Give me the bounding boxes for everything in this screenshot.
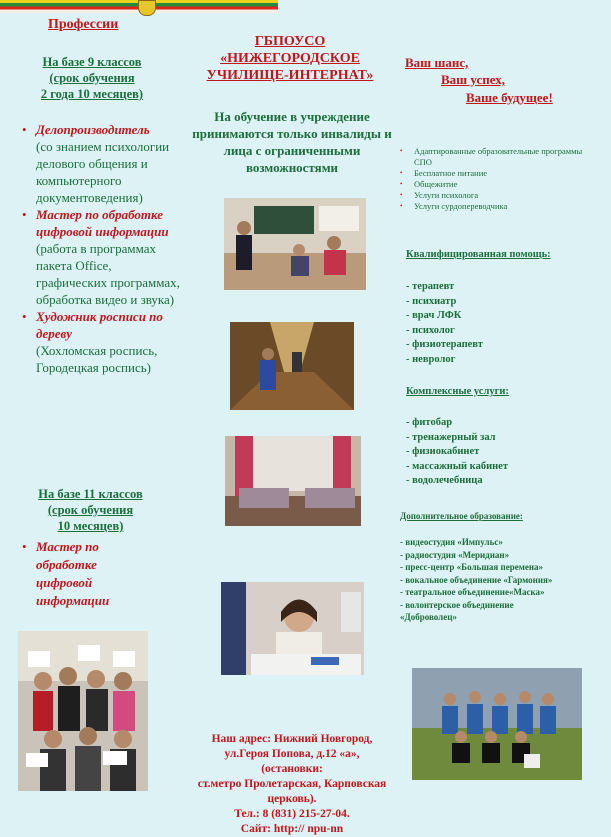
profession-item (22, 121, 182, 206)
professions-list-11 (22, 538, 142, 610)
professions-list-9 (22, 121, 182, 376)
phone-number: Тел.: 8 (831) 215-27-04. (234, 808, 350, 820)
qualified-item: - физиотерапевт (406, 339, 483, 350)
qualified-list (406, 280, 483, 367)
photo-corridor (230, 322, 354, 410)
slogan-line1: Ваш шанс, (405, 55, 469, 70)
profession-desc: (работа в программах пакета Office, графических программах, обработка видео и звука) (36, 241, 180, 307)
complex-item: - водолечебница (406, 475, 483, 486)
profession-title: Художник росписи по дереву (36, 309, 163, 341)
base11-line1: На базе 11 классов (38, 487, 143, 501)
address-line5: церковь). (267, 793, 317, 805)
org-line3: УЧИЛИЩЕ-ИНТЕРНАТ» (206, 68, 374, 83)
base11-block (18, 486, 163, 534)
extra-item: «Доброволец» (400, 612, 457, 622)
base11-line3: 10 месяцев) (57, 519, 124, 533)
complex-list (406, 416, 508, 489)
extra-item: - радиостудия «Меридиан» (400, 549, 510, 560)
base9-line1: На базе 9 классов (42, 55, 142, 69)
feature-item: • Бесплатное питание (400, 168, 600, 179)
extra-item: - вокальное объединение «Гармония» (400, 574, 553, 585)
intro-text: На обучение в учреждение принимаются только инвалиды и лица с ограниченными возможностями (192, 109, 392, 175)
extra-item: - театральное объединение«Маска» (400, 587, 545, 597)
website-link[interactable]: Сайт: http:// npu-nn (240, 823, 344, 835)
profession-item (22, 538, 142, 610)
address-line2: ул.Героя Попова, д.12 «а», (224, 748, 360, 760)
photo-painting-class (221, 582, 364, 675)
address-line3: (остановки: (261, 763, 323, 775)
base9-line3: 2 года 10 месяцев) (40, 87, 144, 101)
address-block (184, 732, 400, 837)
address-line1: Наш адрес: Нижний Новгород, (211, 733, 373, 745)
org-line2: «НИЖЕГОРОДСКОЕ (220, 51, 360, 66)
profession-desc: (Хохломская роспись, Городецкая роспись) (36, 343, 158, 375)
address-line4: ст.метро Пролетарская, Карповская (197, 778, 387, 790)
features-list (400, 146, 600, 212)
professions-heading: Профессии (48, 17, 119, 32)
slogan-line3: Ваше будущее! (466, 90, 553, 105)
base9-line2: (срок обучения (49, 71, 135, 85)
complex-item: - фитобар (406, 417, 453, 428)
org-title (190, 33, 390, 84)
extra-item: - пресс-центр «Большая перемена» (400, 562, 544, 572)
org-line1: ГБПОУСО (254, 34, 326, 49)
profession-title: Делопроизводитель (36, 122, 150, 137)
qualified-item: - психолог (406, 324, 455, 336)
group-photo-students (18, 631, 148, 791)
extra-item: - видеостудия «Импульс» (400, 537, 503, 547)
feature-item: • Адаптированные образовательные программы СПО (400, 146, 600, 168)
slogan-line2: Ваш успех, (441, 72, 506, 87)
profession-item (22, 206, 182, 308)
feature-item: • Общежитие (400, 179, 600, 190)
complex-item: - тренажерный зал (406, 431, 496, 443)
profession-item (22, 308, 182, 376)
feature-item: • Услуги психолога (400, 190, 600, 201)
profession-desc: (со знанием психологии делового общения и компьютерного документоведения) (36, 139, 170, 205)
qualified-item: - терапевт (406, 281, 455, 292)
photo-sports-team (412, 668, 582, 780)
qualified-item: - невролог (406, 353, 456, 365)
profession-title: Мастер по обработке цифровой информации (36, 207, 169, 239)
complex-heading: Комплексные услуги: (406, 386, 509, 397)
qualified-item: - психиатр (406, 295, 457, 307)
profession-title: Мастер по обработке цифровой информации (36, 539, 110, 608)
qualified-item: - врач ЛФК (406, 310, 462, 321)
photo-classroom (224, 198, 366, 290)
extra-heading: Дополнительное образование: (400, 511, 523, 521)
complex-item: - массажный кабинет (406, 460, 508, 472)
qualified-heading: Квалифицированная помощь: (406, 249, 551, 260)
complex-item: - физиокабинет (406, 446, 480, 457)
photo-dormitory (225, 436, 361, 526)
extra-list (400, 536, 552, 624)
coat-of-arms-icon (138, 0, 156, 16)
base9-block (22, 54, 162, 102)
extra-item: - волонтерское объединение (400, 599, 514, 610)
base11-line2: (срок обучения (47, 503, 134, 517)
feature-item: • Услуги сурдопереводчика (400, 201, 600, 212)
